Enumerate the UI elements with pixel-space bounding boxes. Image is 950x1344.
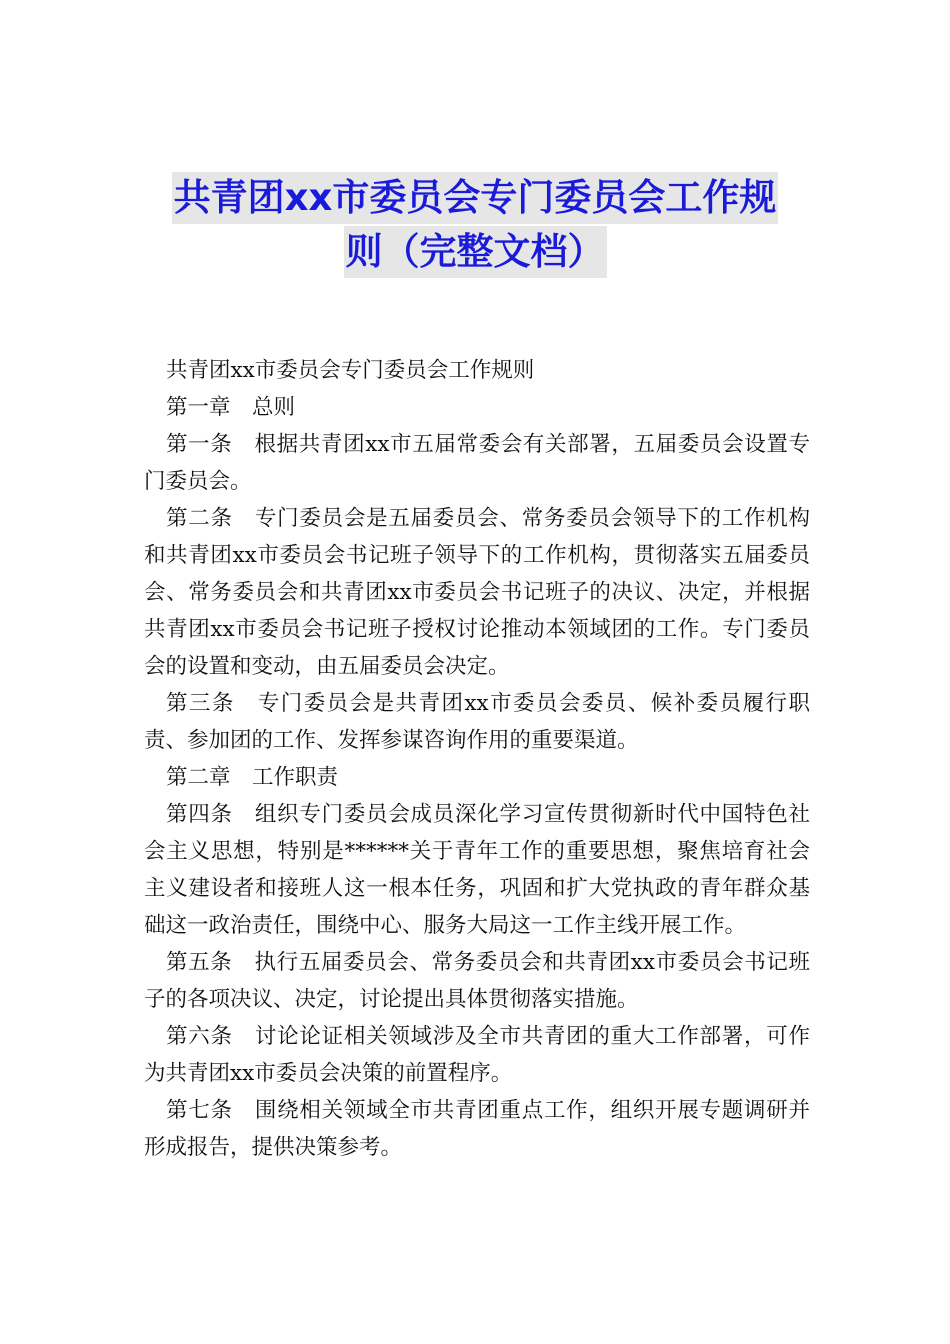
article-paragraph-6: 第六条 讨论论证相关领域涉及全市共青团的重大工作部署，可作为共青团xx市委员会决策的前置程序。 (144, 1024, 810, 1086)
article-paragraph-1: 第一条 根据共青团xx市五届常委会有关部署，五届委员会设置专门委员会。 (144, 432, 810, 494)
title-line-2: 则（完整文档） (344, 226, 607, 278)
document-body (144, 352, 810, 1166)
chapter-heading-1: 第一章 总则 (166, 395, 296, 420)
article-paragraph-7: 第七条 围绕相关领域全市共青团重点工作，组织开展专题调研并形成报告，提供决策参考。 (144, 1098, 810, 1160)
article-paragraph-5: 第五条 执行五届委员会、常务委员会和共青团xx市委员会书记班子的各项决议、决定，讨论提出具体贯彻落实措施。 (144, 950, 810, 1012)
document-title (140, 172, 810, 278)
body-heading: 共青团xx市委员会专门委员会工作规则 (166, 358, 535, 383)
article-paragraph-4: 第四条 组织专门委员会成员深化学习宣传贯彻新时代中国特色社会主义思想，特别是******关于青年工作的重要思想，聚焦培育社会主义建设者和接班人这一根本任务，巩固和扩大党执政的青年群众基础这一政治责任，围绕中心、服务大局这一工作主线开展工作。 (144, 802, 810, 938)
chapter-heading-2: 第二章 工作职责 (166, 765, 339, 790)
article-paragraph-2: 第二条 专门委员会是五届委员会、常务委员会领导下的工作机构和共青团xx市委员会书记班子领导下的工作机构，贯彻落实五届委员会、常务委员会和共青团xx市委员会书记班子的决议、决定，并根据共青团xx市委员会书记班子授权讨论推动本领域团的工作。专门委员会的设置和变动，由五届委员会决定。 (144, 506, 810, 679)
article-paragraph-3: 第三条 专门委员会是共青团xx市委员会委员、候补委员履行职责、参加团的工作、发挥参谋咨询作用的重要渠道。 (144, 691, 810, 753)
title-line-1: 共青团xx市委员会专门委员会工作规 (172, 172, 779, 224)
